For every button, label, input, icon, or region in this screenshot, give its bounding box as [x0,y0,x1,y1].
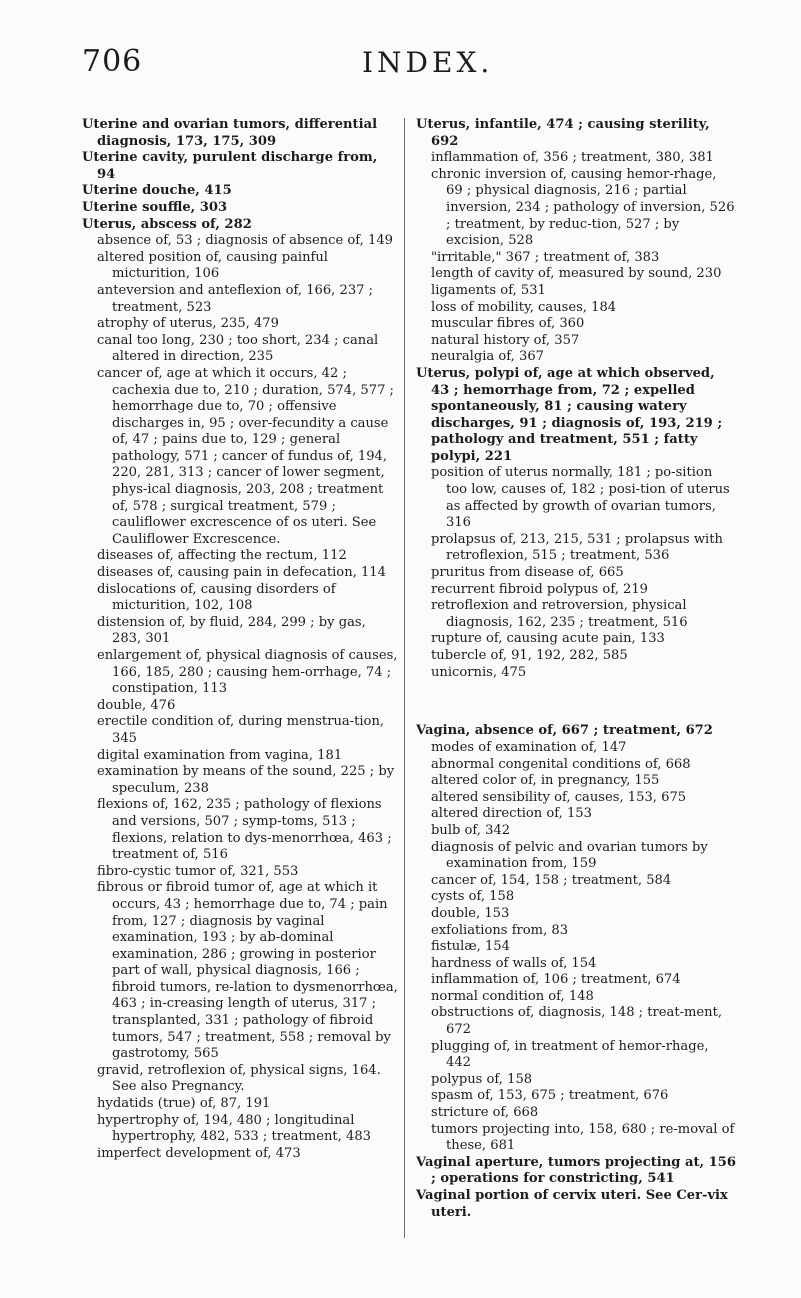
index-subentry: hardness of walls of, 154 [431,955,597,971]
index-subentry: pruritus from disease of, 665 [431,565,624,581]
index-entry: Uterus, polypi of, age at which observed, 43 ; hemorrhage from, 72 ; expelled spontaneously, 81 ; causing watery discharges, 91 ; diagnosis of, 193, 219 ; pathology and treatment, 551 ; fatty polypi, 221 [416,365,723,464]
index-column-right [416,117,736,1221]
index-subentry: loss of mobility, causes, 184 [431,299,617,315]
entry-spacer [416,694,736,710]
index-entry: Vaginal portion of cervix uteri. See Cer-vix uteri. [416,1188,728,1220]
index-subentry: anteversion and anteflexion of, 166, 237 ; treatment, 523 [97,282,374,315]
index-subentry: diagnosis of pelvic and ovarian tumors by examination from, 159 [431,839,708,872]
index-subentry: "irritable," 367 ; treatment of, 383 [431,249,660,265]
index-subentry: unicornis, 475 [431,664,527,680]
index-subentry: altered position of, causing painful micturition, 106 [97,249,328,282]
index-subentry: obstructions of, diagnosis, 148 ; treat-ment, 672 [431,1005,723,1038]
index-subentry: inflammation of, 106 ; treatment, 674 [431,972,681,988]
index-subentry: imperfect development of, 473 [97,1145,301,1161]
index-subentry: enlargement of, physical diagnosis of causes, 166, 185, 280 ; causing hem-orrhage, 74 ; constipation, 113 [97,648,398,697]
index-entry: Uterine douche, 415 [82,183,232,199]
index-subentry: absence of, 53 ; diagnosis of absence of, 149 [97,233,393,249]
index-subentry: neuralgia of, 367 [431,349,544,365]
index-subentry: spasm of, 153, 675 ; treatment, 676 [431,1088,669,1104]
index-subentry: polypus of, 158 [431,1071,533,1087]
index-entry: Uterine cavity, purulent discharge from, 94 [82,150,378,182]
index-subentry: atrophy of uterus, 235, 479 [97,316,279,332]
index-entry: Uterine and ovarian tumors, differential diagnosis, 173, 175, 309 [82,117,378,149]
index-entry: Uterus, infantile, 474 ; causing sterility, 692 [416,117,710,149]
index-subentry: inflammation of, 356 ; treatment, 380, 381 [431,150,714,166]
index-subentry: length of cavity of, measured by sound, 230 [431,266,722,282]
index-subentry: prolapsus of, 213, 215, 531 ; prolapsus with retroflexion, 515 ; treatment, 536 [431,531,723,564]
index-subentry: ligaments of, 531 [431,282,546,298]
index-subentry: hypertrophy of, 194, 480 ; longitudinal hypertrophy, 482, 533 ; treatment, 483 [97,1112,371,1145]
index-subentry: tumors projecting into, 158, 680 ; re-moval of these, 681 [431,1121,735,1154]
index-subentry: plugging of, in treatment of hemor-rhage, 442 [431,1038,709,1071]
index-entry: Vagina, absence of, 667 ; treatment, 672 [416,723,713,739]
index-entry: Uterus, abscess of, 282 [82,216,252,232]
index-subentry: hydatids (true) of, 87, 191 [97,1096,271,1112]
page-title: INDEX. [362,46,494,79]
index-subentry: examination by means of the sound, 225 ; by speculum, 238 [97,764,395,796]
index-subentry: normal condition of, 148 [431,988,594,1004]
index-column-left [82,117,398,1162]
index-subentry: retroflexion and retroversion, physical diagnosis, 162, 235 ; treatment, 516 [431,598,688,630]
index-subentry: diseases of, affecting the rectum, 112 [97,548,347,564]
index-subentry: cancer of, age at which it occurs, 42 ; cachexia due to, 210 ; duration, 574, 577 ; hemorrhage due to, 70 ; offensive discharges in, 95 ; over-fecundity a cause of, 47 ; pains due to, 129 ; general pathology, 571 ; cancer of fundus of, 194, 220, 281, 313 ; cancer of lower segment, phys-ical diagnosis, 203, 208 ; treatment of, 578 ; surgical treatment, 579 ; cauliflower excrescence of os uteri. See Cauliflower Excrescence. [97,365,394,547]
index-entry: Vaginal aperture, tumors projecting at, 156 ; operations for constricting, 541 [416,1154,736,1187]
index-subentry: natural history of, 357 [431,332,580,348]
index-subentry: altered sensibility of, causes, 153, 675 [431,789,687,805]
index-subentry: abnormal congenital conditions of, 668 [431,756,691,772]
index-subentry: position of uterus normally, 181 ; po-sition too low, causes of, 182 ; posi-tion of uterus as affected by growth of ovarian tumors, 316 [431,465,730,531]
index-subentry: distension of, by fluid, 284, 299 ; by gas, 283, 301 [97,614,366,647]
index-subentry: modes of examination of, 147 [431,739,627,755]
page-number: 706 [82,44,143,79]
index-subentry: bulb of, 342 [431,822,511,838]
index-subentry: double, 153 [431,905,510,921]
index-subentry: muscular fibres of, 360 [431,316,585,332]
index-subentry: canal too long, 230 ; too short, 234 ; canal altered in direction, 235 [97,332,379,365]
index-subentry: stricture of, 668 [431,1105,539,1121]
index-entry: Uterine souffle, 303 [82,199,228,215]
index-subentry: erectile condition of, during menstrua-tion, 345 [97,714,385,746]
index-subentry: diseases of, causing pain in defecation, 114 [97,565,386,581]
index-subentry: dislocations of, causing disorders of micturition, 102, 108 [97,581,336,614]
index-subentry: fibrous or fibroid tumor of, age at which it occurs, 43 ; hemorrhage due to, 74 ; pain from, 127 ; diagnosis by vaginal examination, 193 ; by ab-dominal examination, 286 ; growing in posterior part of wall, physical diagnosis, 166 ; fibroid tumors, re-lation to dysmenorrhœa, 463 ; in-creasing length of uterus, 317 ; transplanted, 331 ; pathology of fibroid tumors, 547 ; treatment, 558 ; removal by gastrotomy, 565 [97,880,398,1062]
index-subentry: gravid, retroflexion of, physical signs, 164. See also Pregnancy. [97,1062,381,1095]
index-subentry: flexions of, 162, 235 ; pathology of flexions and versions, 507 ; symp-toms, 513 ; flexions, relation to dys-menorrhœa, 463 ; treatment of, 516 [97,797,392,863]
index-subentry: double, 476 [97,697,176,713]
index-subentry: fibro-cystic tumor of, 321, 553 [97,863,299,879]
index-subentry: cancer of, 154, 158 ; treatment, 584 [431,872,672,888]
index-subentry: digital examination from vagina, 181 [97,747,343,763]
index-subentry: chronic inversion of, causing hemor-rhage, 69 ; physical diagnosis, 216 ; partial inversion, 234 ; pathology of inversion, 526 ; treatment, by reduc-tion, 527 ; by excision, 528 [431,166,735,249]
index-subentry: altered color of, in pregnancy, 155 [431,773,660,789]
index-subentry: cysts of, 158 [431,889,515,905]
index-subentry: fistulæ, 154 [431,939,510,955]
column-divider [404,118,405,1238]
index-subentry: rupture of, causing acute pain, 133 [431,631,665,647]
index-subentry: tubercle of, 91, 192, 282, 585 [431,648,628,663]
index-subentry: exfoliations from, 83 [431,922,569,938]
index-subentry: recurrent fibroid polypus of, 219 [431,581,649,597]
index-subentry: altered direction of, 153 [431,806,592,822]
